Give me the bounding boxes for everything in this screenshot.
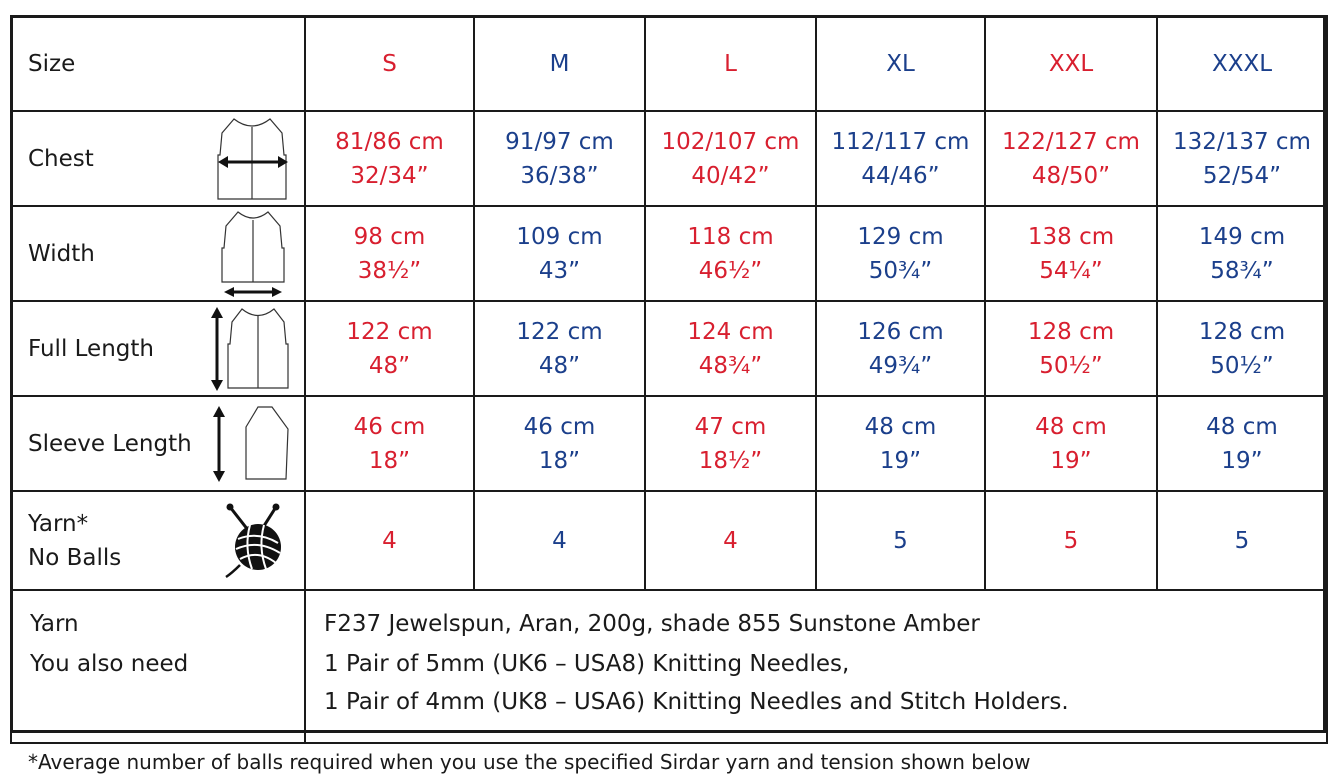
yarn-balls-label-cell	[11, 491, 305, 590]
yarn-info-label: Yarn	[30, 611, 79, 637]
sleeve-length-cell-xxl: 48 cm 19”	[985, 396, 1157, 491]
size-header-xxxl: XXXL	[1157, 16, 1327, 111]
footnote: *Average number of balls required when you use the specified Sirdar yarn and tension shown below	[28, 750, 1031, 774]
size-row	[11, 16, 1327, 111]
width-row	[11, 206, 1327, 301]
full-length-cell-xxxl: 128 cm 50½”	[1157, 301, 1327, 396]
sleeve-length-cell-xxxl: 48 cm 19”	[1157, 396, 1327, 491]
size-chart-table	[10, 15, 1328, 744]
width-cell-l: 118 cm 46½”	[645, 206, 816, 301]
chest-cell-xl: 112/117 cm 44/46”	[816, 111, 985, 206]
size-header-xl: XL	[816, 16, 985, 111]
cardigan-chest-arrow-icon	[214, 113, 292, 205]
cardigan-width-arrow-icon	[220, 208, 286, 300]
sleeve-length-cell-l: 47 cm 18½”	[645, 396, 816, 491]
sleeve-length-cell-xl: 48 cm 19”	[816, 396, 985, 491]
chest-cell-m: 91/97 cm 36/38”	[474, 111, 645, 206]
chest-cell-s: 81/86 cm 32/34”	[305, 111, 474, 206]
full-length-row	[11, 301, 1327, 396]
chest-label-cell	[11, 111, 305, 206]
needles-4mm-text: 1 Pair of 4mm (UK8 – USA6) Knitting Needles and Stitch Holders.	[324, 689, 1069, 715]
size-header-xxl: XXL	[985, 16, 1157, 111]
yarn-balls-row	[11, 491, 1327, 590]
full-length-cell-m: 122 cm 48”	[474, 301, 645, 396]
also-need-label: You also need	[30, 651, 189, 677]
yarn-balls-cell-xl: 5	[816, 491, 985, 590]
chest-row	[11, 111, 1327, 206]
size-header-m: M	[474, 16, 645, 111]
sleeve-length-cell-s: 46 cm 18”	[305, 396, 474, 491]
yarn-balls-cell-s: 4	[305, 491, 474, 590]
size-header-l: L	[645, 16, 816, 111]
materials-row	[11, 590, 1327, 743]
size-label: Size	[28, 50, 76, 77]
yarn-balls-label	[28, 507, 121, 575]
full-length-cell-s: 122 cm 48”	[305, 301, 474, 396]
sleeve-length-cell-m: 46 cm 18”	[474, 396, 645, 491]
cardigan-length-arrow-icon	[208, 304, 292, 394]
yarn-balls-label-line1: Yarn*	[28, 510, 89, 537]
materials-text-cell	[305, 590, 1327, 743]
sleeve-length-label: Sleeve Length	[28, 430, 192, 457]
full-length-cell-xl: 126 cm 49¾”	[816, 301, 985, 396]
width-cell-xl: 129 cm 50¾”	[816, 206, 985, 301]
width-cell-xxl: 138 cm 54¼”	[985, 206, 1157, 301]
yarn-balls-label-line2: No Balls	[28, 544, 122, 571]
yarn-balls-cell-xxl: 5	[985, 491, 1157, 590]
chest-label: Chest	[28, 145, 94, 172]
yarn-balls-cell-l: 4	[645, 491, 816, 590]
needles-5mm-text: 1 Pair of 5mm (UK6 – USA8) Knitting Needles,	[324, 651, 850, 677]
size-label-cell	[11, 16, 305, 111]
full-length-label-cell	[11, 301, 305, 396]
chest-cell-xxl: 122/127 cm 48/50”	[985, 111, 1157, 206]
sleeve-length-label-cell	[11, 396, 305, 491]
materials-label-cell	[11, 590, 305, 743]
size-header-s: S	[305, 16, 474, 111]
full-length-cell-l: 124 cm 48¾”	[645, 301, 816, 396]
width-cell-xxxl: 149 cm 58¾”	[1157, 206, 1327, 301]
yarn-spec-text: F237 Jewelspun, Aran, 200g, shade 855 Sunstone Amber	[324, 611, 980, 637]
width-cell-m: 109 cm 43”	[474, 206, 645, 301]
width-cell-s: 98 cm 38½”	[305, 206, 474, 301]
yarn-balls-cell-m: 4	[474, 491, 645, 590]
sleeve-length-row	[11, 396, 1327, 491]
full-length-cell-xxl: 128 cm 50½”	[985, 301, 1157, 396]
yarn-balls-cell-xxxl: 5	[1157, 491, 1327, 590]
sleeve-length-arrow-icon	[208, 403, 292, 485]
full-length-label: Full Length	[28, 335, 154, 362]
chest-cell-l: 102/107 cm 40/42”	[645, 111, 816, 206]
yarn-ball-needles-icon	[224, 503, 288, 579]
width-label: Width	[28, 240, 95, 267]
chest-cell-xxxl: 132/137 cm 52/54”	[1157, 111, 1327, 206]
width-label-cell	[11, 206, 305, 301]
